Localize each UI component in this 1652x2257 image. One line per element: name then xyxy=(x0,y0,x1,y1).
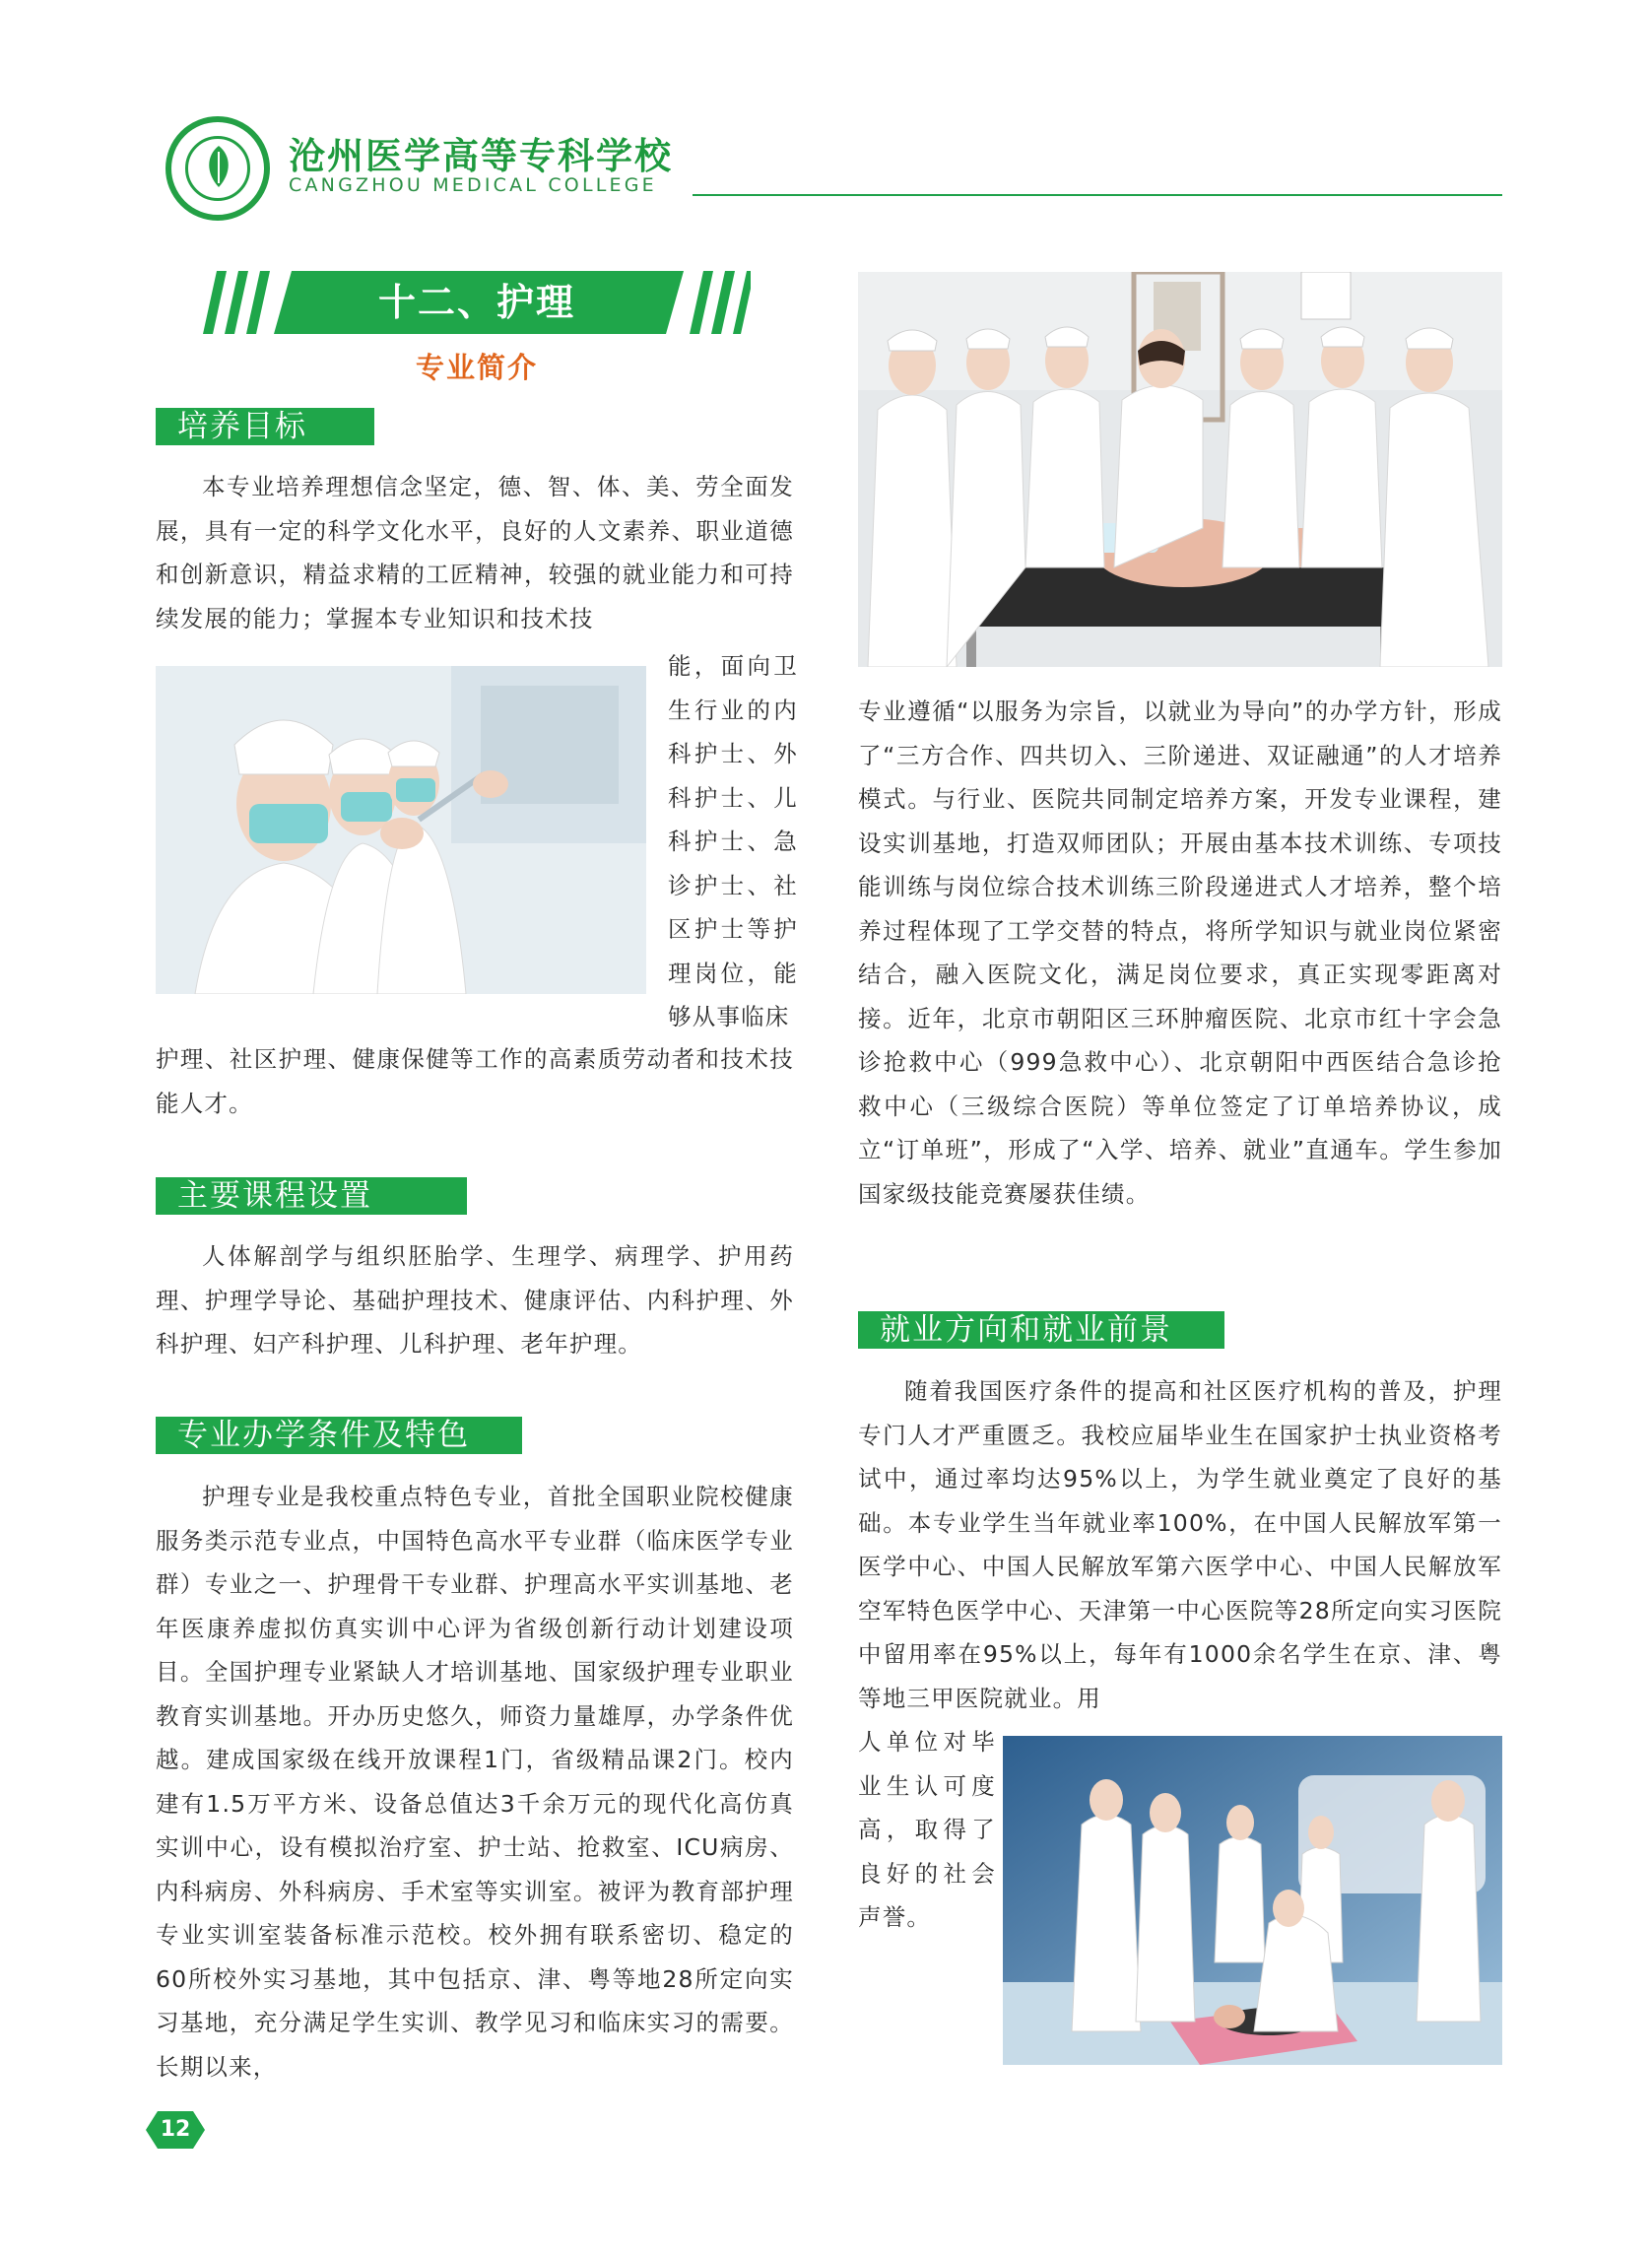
page-number: 12 xyxy=(160,2117,191,2142)
heading-employment-prospects: 就业方向和就业前景 xyxy=(858,1311,1224,1349)
goals-paragraph-wrap: 能，面向卫生行业的内科护士、外科护士、儿科护士、急诊护士、社区护士等护理岗位，能够从事临床 xyxy=(668,652,798,1030)
college-name-cn: 沧州医学高等专科学校 xyxy=(289,135,673,177)
college-name-en: CANGZHOU MEDICAL COLLEGE xyxy=(289,174,657,196)
conditions-paragraph: 护理专业是我校重点特色专业，首批全国职业院校健康服务类示范专业点，中国特色高水平专业群（临床医学专业群）专业之一、护理骨干专业群、护理高水平实训基地、老年医康养虚拟仿真实训中心评为省级创新行动计划建设项目。全国护理专业紧缺人才培训基地、国家级护理专业职业教育实训基地。开办历史悠久，师资力量雄厚，办学条件优越。建成国家级在线开放课程1门，省级精品课2门。校内建有1.5万平方米、设备总值达3千余万元的现代化高仿真实训中心，设有模拟治疗室、护士站、抢救室、ICU病房、内科病房、外科病房、手术室等实训室。被评为教育部护理专业实训室装备标准示范校。校外拥有联系密切、稳定的60所校外实习基地，其中包括京、津、粤等地28所定向实习基地，充分满足学生实训、教学见习和临床实习的需要。长期以来， xyxy=(156,1483,794,2081)
section-subtitle: 专业简介 xyxy=(415,351,538,384)
goals-paragraph: 本专业培养理想信念坚定，德、智、体、美、劳全面发展，具有一定的科学文化水平，良好的人文素养、职业道德和创新意识，精益求精的工匠精神，较强的就业能力和可持续发展的能力；掌握本专业知识和技术技 xyxy=(156,473,794,632)
employment-paragraph: 随着我国医疗条件的提高和社区医疗机构的普及，护理专门人才严重匮乏。我校应届毕业生在国家护士执业资格考试中，通过率均达95%以上，为学生就业奠定了良好的基础。本专业学生当年就业率100%，在中国人民解放军第一医学中心、中国人民解放军第六医学中心、中国人民解放军空军特色医学中心、天津第一中心医院等28所定向实习医院中留用率在95%以上，每年有1000余名学生在京、津、粤等地三甲医院就业。用 xyxy=(858,1377,1502,1712)
heading-training-goals: 培养目标 xyxy=(156,408,374,445)
chapter-title: 十二、护理 xyxy=(377,281,575,324)
header-divider xyxy=(693,194,1502,196)
photo-nurses-injection xyxy=(156,666,646,994)
heading-main-courses: 主要课程设置 xyxy=(156,1177,467,1215)
college-seal-logo-icon xyxy=(202,144,235,189)
heading-conditions-features: 专业办学条件及特色 xyxy=(156,1417,522,1454)
photo-nurses-manikin xyxy=(858,272,1502,667)
photo-cpr-training xyxy=(1003,1736,1502,2065)
conditions-paragraph-continued: 专业遵循“以服务为宗旨，以就业为导向”的办学方针，形成了“三方合作、四共切入、三阶递进、双证融通”的人才培养模式。与行业、医院共同制定培养方案，开发专业课程，建设实训基地，打造双师团队；开展由基本技术训练、专项技能训练与岗位综合技术训练三阶段递进式人才培养，整个培养过程体现了工学交替的特点，将所学知识与就业岗位紧密结合，融入医院文化，满足岗位要求，真正实现零距离对接。近年，北京市朝阳区三环肿瘤医院、北京市红十字会急诊抢救中心（999急救中心）、北京朝阳中西医结合急诊抢救中心（三级综合医院）等单位签定了订单培养协议，成立“订单班”，形成了“入学、培养、就业”直通车。学生参加国家级技能竞赛屡获佳绩。 xyxy=(858,697,1502,1208)
employment-paragraph-wrap: 人单位对毕业生认可度高，取得了良好的社会声誉。 xyxy=(858,1728,996,1931)
courses-paragraph: 人体解剖学与组织胚胎学、生理学、病理学、护用药理、护理学导论、基础护理技术、健康评估、内科护理、外科护理、妇产科护理、儿科护理、老年护理。 xyxy=(156,1242,794,1358)
goals-paragraph-tail: 护理、社区护理、健康保健等工作的高素质劳动者和技术技能人才。 xyxy=(156,1045,794,1117)
